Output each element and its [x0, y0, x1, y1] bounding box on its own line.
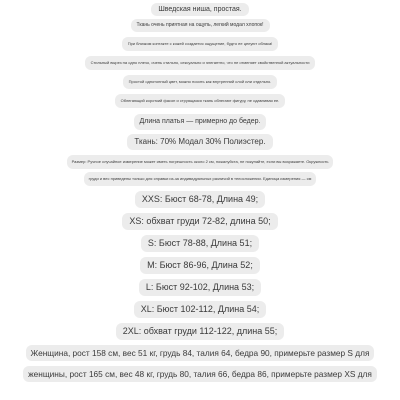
size-line-m: M: Бюст 86-96, Длина 52; — [140, 257, 260, 274]
size-line-xl: XL: Бюст 102-112, Длина 54; — [134, 301, 267, 318]
text-line-neckline: Стильный вырез на одно плечо, очень стильно, сексуально и элегантно, что не отменяет свойственной актуальности — [85, 56, 316, 70]
model-line-2: женщины, рост 165 см, вес 48 кг, грудь 80, талия 66, бедра 86, примерьте размер XS для — [23, 366, 377, 382]
text-line-length: Длина платья — примерно до бедер. — [134, 114, 267, 130]
text-line-fabric-feel: Ткань очень приятная на ощупь, легкий модал хлопок! — [131, 19, 270, 32]
text-line-color: Простой однотонный цвет, можно носить как внутренний слой или отдельно. — [123, 75, 278, 89]
text-line-skin-contact: При близком контакте с кожей создается ощущение, будто ее целуют облака! — [122, 37, 279, 51]
size-line-2xl: 2XL: обхват груди 112-122, длина 55; — [116, 323, 285, 340]
size-line-s: S: Бюст 78-88, Длина 51; — [141, 235, 259, 252]
text-line-measure-note-2: груди и вес приведены только для справки из-за индивидуальных различий в телосложении. Единица измерения — см — [84, 172, 317, 186]
text-line-fit: Облегающий короткий фасон и струящаяся ткань облегают фигуру, не сдавливая ее. — [115, 94, 286, 108]
size-line-xxs: XXS: Бюст 68-78, Длина 49; — [135, 191, 265, 208]
text-line-title: Шведская ниша, простая. — [151, 3, 248, 16]
text-line-measure-note-1: Размер: Ручное случайное измерение может иметь погрешность около 2 см, пожалуйста, не покупайте, если вы возражаете. Окружность — [67, 155, 334, 169]
size-line-xs: XS: обхват груди 72-82, длина 50; — [122, 213, 277, 230]
size-line-l: L: Бюст 92-102, Длина 53; — [139, 279, 261, 296]
text-line-composition: Ткань: 70% Модал 30% Полиэстер. — [127, 134, 272, 150]
model-line-1: Женщина, рост 158 см, вес 51 кг, грудь 84, талия 64, бедра 90, примерьте размер S для — [26, 345, 375, 361]
